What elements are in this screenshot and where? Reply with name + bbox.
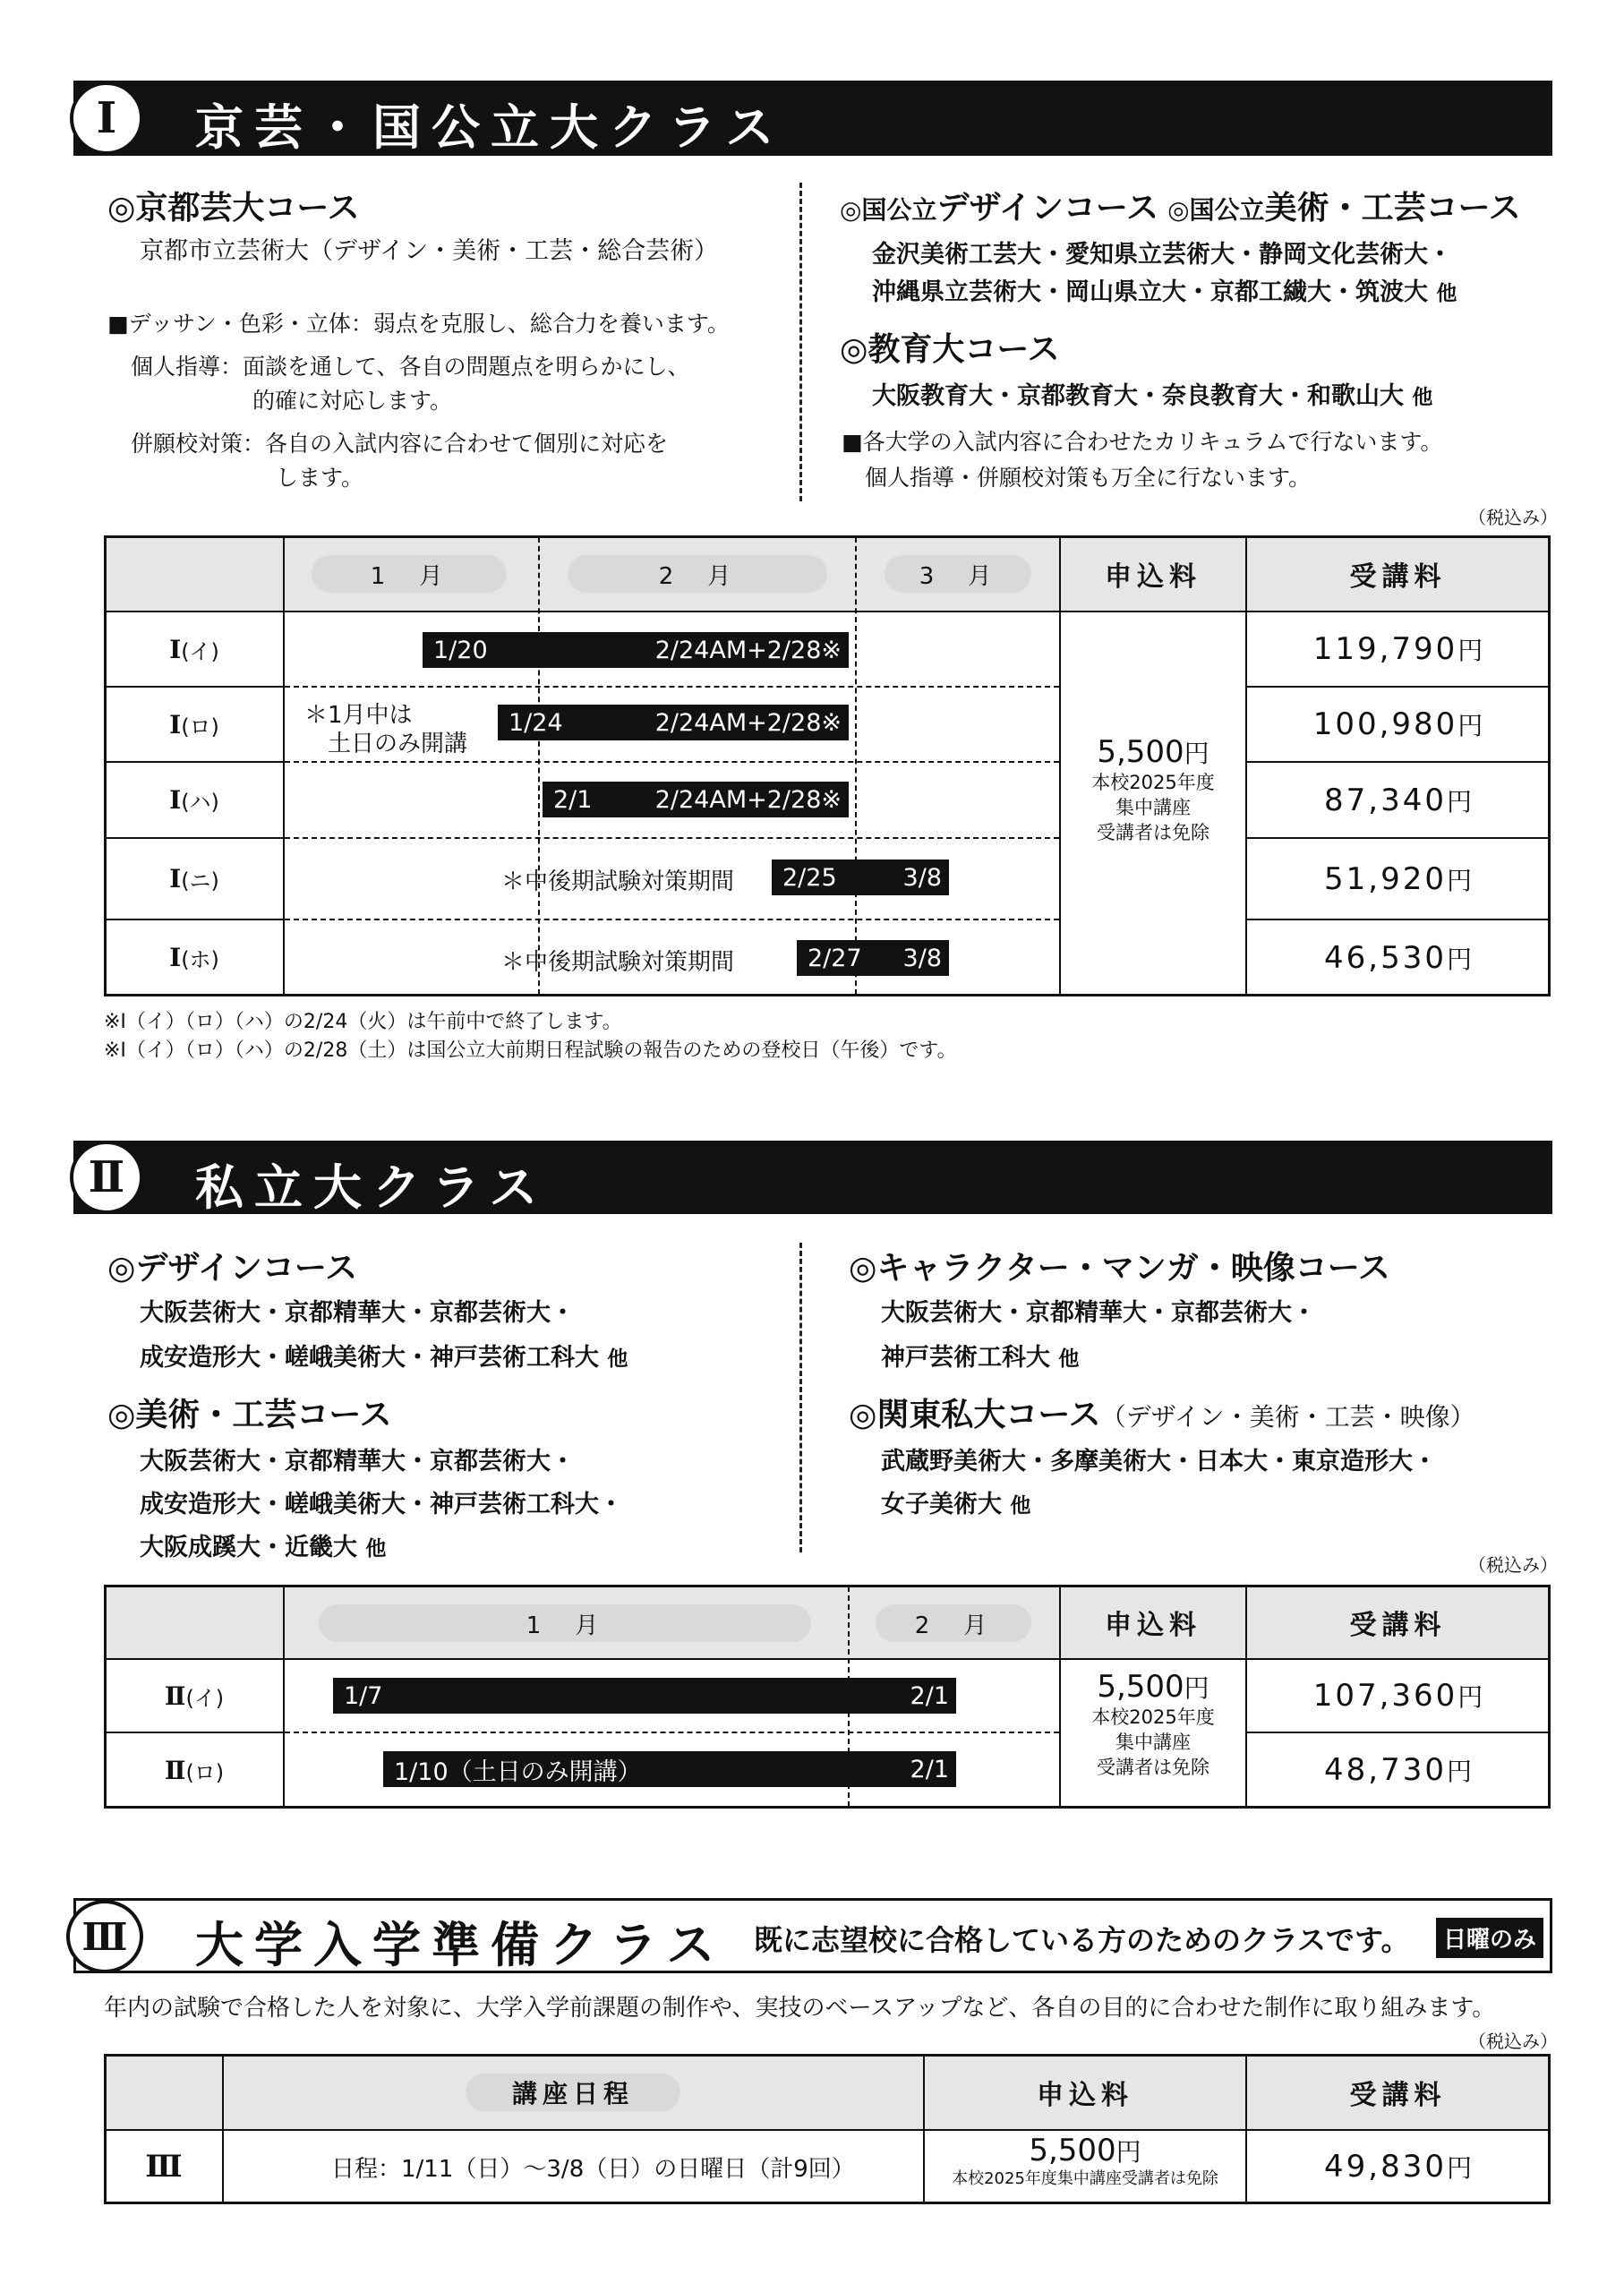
- jan-weekend-note-2: 土日のみ開講: [328, 731, 468, 757]
- section2-title: 私立大クラス: [195, 1159, 549, 1216]
- application-fee: 5,500円 本校2025年度 集中講座 受講者は免除: [1091, 734, 1215, 843]
- kokkouritsu-course-title: ◎国公立デザインコース ◎国公立美術・工芸コース: [840, 190, 1521, 227]
- month-jan: 1 月: [312, 555, 507, 593]
- kokkouritsu-unis-2: 沖縄県立芸術大・岡山県立大・京都工繊大・筑波大 他: [872, 278, 1457, 306]
- row-label: Ⅰ (ロ): [169, 709, 219, 740]
- section1-tax-note: （税込み）: [1468, 507, 1558, 528]
- schedule-bar: 1/20 2/24AM+2/28※: [423, 632, 849, 668]
- row-label: Ⅱ (ロ): [164, 1755, 225, 1785]
- month-feb: 2 月: [876, 1604, 1031, 1642]
- section1-footnote-2: ※Ⅰ（イ）（ロ）（ハ）の2/28（土）は国公立大前期日程試験の報告のための登校日（午後）です。: [104, 1039, 957, 1062]
- design-course-title: ◎デザインコース: [107, 1250, 358, 1287]
- tuition-price: 100,980 円: [1312, 706, 1483, 742]
- character-unis-2: 神戸芸術工科大 他: [881, 1344, 1080, 1372]
- sunday-only-tag: 日曜のみ: [1436, 1918, 1543, 1958]
- row-label: Ⅰ (ハ): [169, 785, 219, 815]
- row-label: Ⅰ (イ): [169, 634, 219, 664]
- kanto-unis-2: 女子美術大 他: [881, 1491, 1031, 1518]
- jan-weekend-note-1: ＊1月中は: [304, 702, 413, 729]
- character-course-title: ◎キャラクター・マンガ・映像コース: [849, 1250, 1390, 1287]
- row-label: Ⅰ (ホ): [169, 943, 219, 972]
- section1-divider: [799, 183, 802, 501]
- mid-term-note: ＊中後期試験対策期間: [501, 868, 735, 895]
- schedule-bar: 1/24 2/24AM+2/28※: [498, 705, 849, 740]
- mid-term-note: ＊中後期試験対策期間: [501, 949, 735, 976]
- row-label: Ⅱ (イ): [164, 1681, 225, 1711]
- policy-individual-1: 個人指導：面談を通して、各自の問題点を明らかにし、: [131, 354, 690, 380]
- section3-description: 年内の試験で合格した人を対象に、大学入学前課題の制作や、実技のベースアップなど、各自の目的に合わせた制作に取り組みます。: [104, 1995, 1496, 2022]
- bijutsu-unis-2: 成安造形大・嵯峨美術大・神戸芸術工科大・: [140, 1491, 623, 1518]
- month-jan: 1 月: [319, 1604, 811, 1642]
- schedule-bar: 2/1 2/24AM+2/28※: [543, 782, 849, 817]
- tuition-price: 46,530 円: [1324, 939, 1472, 976]
- col-fee: 申込料: [1105, 1610, 1201, 1641]
- section3-tax-note: （税込み）: [1468, 2031, 1558, 2052]
- kokkouritsu-note-2: 個人指導・併願校対策も万全に行ないます。: [865, 465, 1312, 491]
- section3-title: 大学入学準備クラス: [195, 1917, 726, 1973]
- policy-heigan-1: 併願校対策：各自の入試内容に合わせて個別に対応を: [131, 431, 669, 457]
- month-feb: 2 月: [568, 555, 827, 593]
- policy-dessin: ■デッサン・色彩・立体：弱点を克服し、総合力を養います。: [107, 311, 730, 337]
- kyoto-geidai-unis: 京都市立芸術大（デザイン・美術・工芸・総合芸術）: [140, 237, 719, 265]
- schedule-bar: 2/27 3/8: [797, 940, 949, 976]
- tuition-price: 51,920 円: [1324, 860, 1472, 897]
- kanto-unis-1: 武蔵野美術大・多摩美術大・日本大・東京造形大・: [881, 1448, 1437, 1475]
- tuition-price: 107,360 円: [1312, 1678, 1483, 1714]
- col-tuition: 受講料: [1349, 561, 1447, 593]
- tuition-price: 87,340 円: [1324, 782, 1472, 818]
- month-mar: 3 月: [885, 555, 1031, 593]
- kyouiku-unis: 大阪教育大・京都教育大・奈良教育大・和歌山大 他: [872, 382, 1433, 410]
- bijutsu-unis-1: 大阪芸術大・京都精華大・京都芸術大・: [140, 1448, 575, 1475]
- row-label: Ⅰ (ニ): [169, 864, 219, 894]
- kyouiku-course-title: ◎教育大コース: [840, 331, 1060, 368]
- kyoto-geidai-course-title: ◎京都芸大コース: [107, 190, 360, 227]
- schedule-bar: 2/25 3/8: [772, 860, 949, 895]
- schedule-bar: 1/7 2/1: [333, 1678, 956, 1714]
- section3-numeral: Ⅲ: [66, 1900, 143, 1973]
- col-fee: 申込料: [1037, 2080, 1133, 2111]
- col-tuition: 受講料: [1349, 1610, 1447, 1641]
- col-tuition: 受講料: [1349, 2080, 1447, 2111]
- tuition-price: 49,830 円: [1324, 2149, 1472, 2185]
- kokkouritsu-unis-1: 金沢美術工芸大・愛知県立芸術大・静岡文化芸術大・: [872, 241, 1452, 269]
- bijutsu-unis-3: 大阪成蹊大・近畿大 他: [140, 1534, 387, 1561]
- tuition-price: 48,730 円: [1324, 1752, 1472, 1788]
- section2-tax-note: （税込み）: [1468, 1554, 1558, 1576]
- policy-individual-2: 的確に対応します。: [252, 388, 453, 414]
- schedule-bar: 1/10（土日のみ開講） 2/1: [383, 1751, 956, 1787]
- section2-numeral: Ⅱ: [70, 1141, 143, 1214]
- policy-heigan-2: します。: [276, 465, 364, 491]
- bijutsu-course-title: ◎美術・工芸コース: [107, 1397, 392, 1433]
- section1-footnote-1: ※Ⅰ（イ）（ロ）（ハ）の2/24（火）は午前中で終了します。: [104, 1011, 622, 1033]
- tuition-price: 119,790 円: [1312, 631, 1483, 667]
- kokkouritsu-note-1: ■各大学の入試内容に合わせたカリキュラムで行ないます。: [842, 429, 1443, 455]
- character-unis-1: 大阪芸術大・京都精華大・京都芸術大・: [881, 1299, 1316, 1327]
- col-schedule: 講座日程: [466, 2074, 680, 2111]
- section1-title: 京芸・国公立大クラス: [195, 99, 785, 156]
- col-fee: 申込料: [1105, 561, 1201, 593]
- application-fee: 5,500円 本校2025年度集中講座受講者は免除: [952, 2133, 1218, 2188]
- design-unis-1: 大阪芸術大・京都精華大・京都芸術大・: [140, 1299, 575, 1327]
- row-label: Ⅲ: [145, 2149, 183, 2185]
- application-fee: 5,500円 本校2025年度 集中講座 受講者は免除: [1091, 1669, 1215, 1778]
- kanto-course-title: ◎関東私大コース（デザイン・美術・工芸・映像）: [849, 1397, 1475, 1433]
- design-unis-2: 成安造形大・嵯峨美術大・神戸芸術工科大 他: [140, 1344, 628, 1372]
- section2-divider: [799, 1243, 802, 1552]
- schedule-text: 日程：1/11（日）〜3/8（日）の日曜日（計9回）: [331, 2156, 855, 2183]
- section1-numeral: Ⅰ: [70, 81, 143, 155]
- section3-subtitle: 既に志望校に合格している方のためのクラスです。: [754, 1923, 1410, 1957]
